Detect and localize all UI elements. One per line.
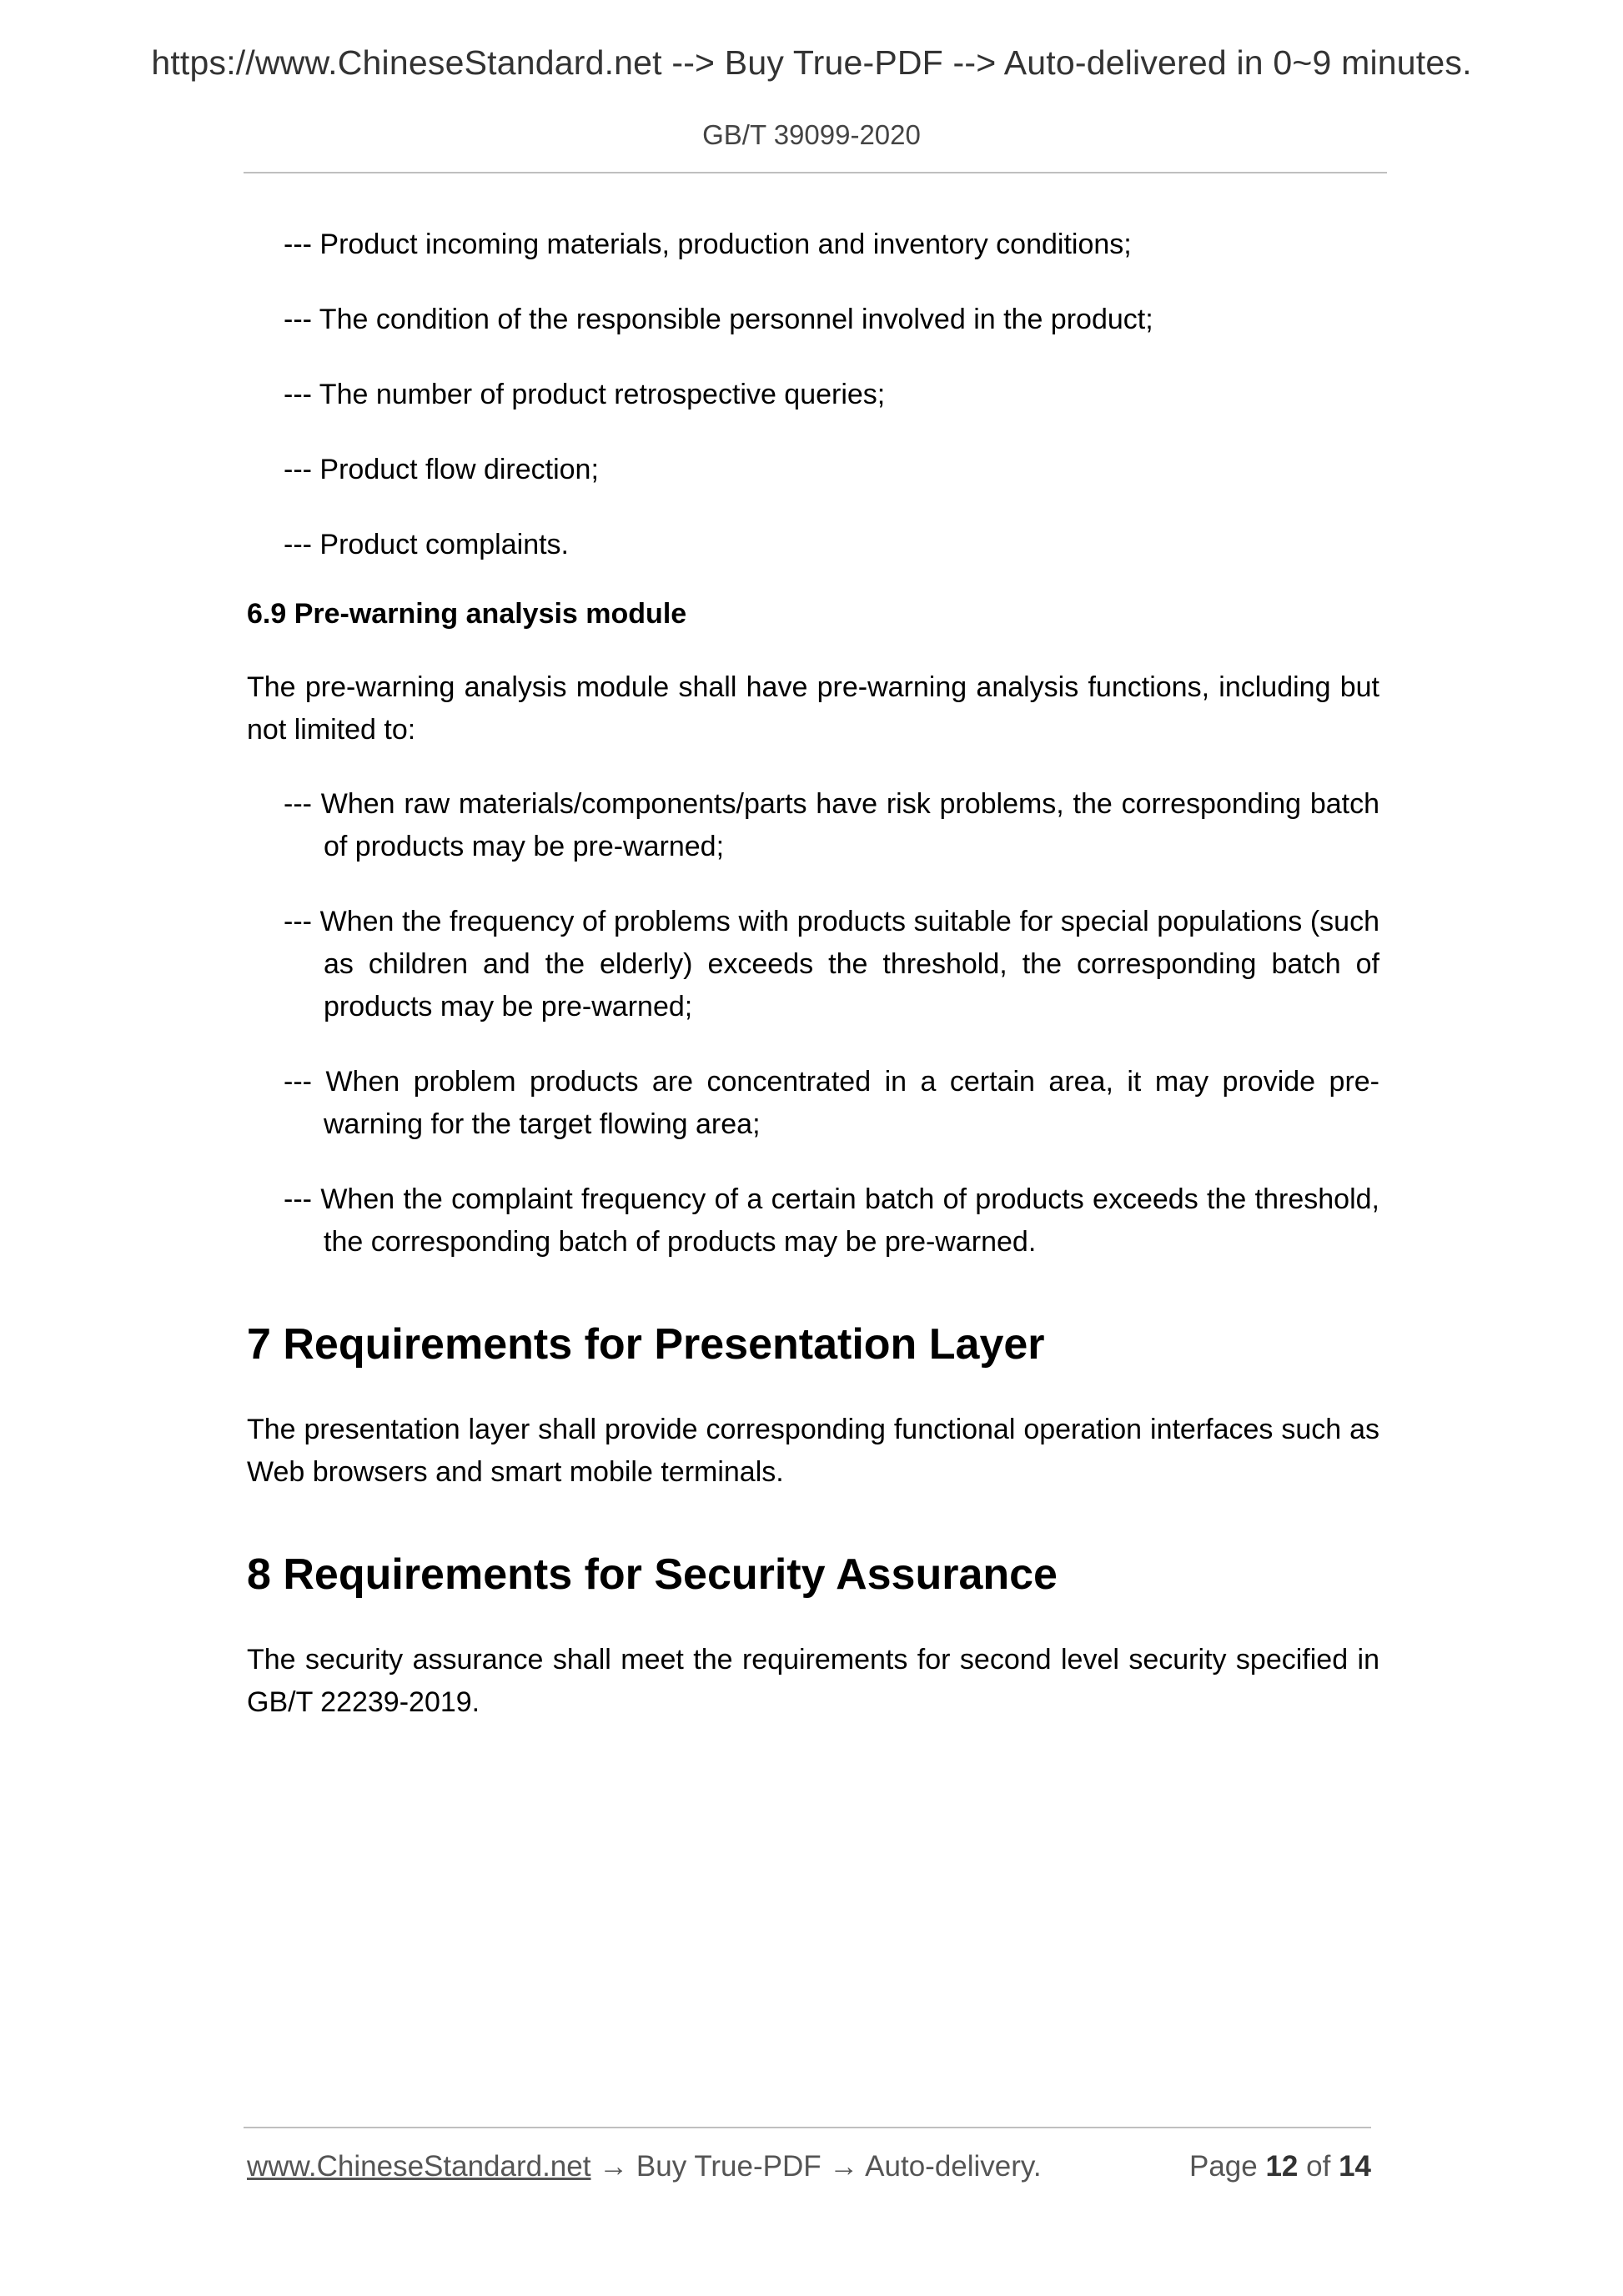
list-item: --- When the complaint frequency of a certain batch of products exceeds the threshold, the corresponding batch of products may be pre-warned. [284, 1183, 1379, 1258]
list-item: --- The condition of the responsible personnel involved in the product; [284, 304, 1153, 335]
list-item: --- When the frequency of problems with products suitable for special populations (such as children and the elderly) exceeds the threshold, the corresponding batch of products may be pre-warned; [284, 906, 1379, 1022]
section-7-text: The presentation layer shall provide corresponding functional operation interfaces such as Web browsers and smart mobile terminals. [247, 1414, 1379, 1488]
list-item: --- Product incoming materials, production and inventory conditions; [284, 229, 1132, 260]
footer-left [247, 2150, 1042, 2183]
top-banner: https://www.ChineseStandard.net --> Buy True-PDF --> Auto-delivered in 0~9 minutes. [151, 43, 1472, 82]
section-6-9-intro: The pre-warning analysis module shall have pre-warning analysis functions, including but not limited to: [247, 671, 1379, 746]
of-label: of [1306, 2150, 1331, 2183]
page-indicator [1189, 2150, 1371, 2183]
footer-tagline: → Buy True-PDF → Auto-delivery. [590, 2150, 1042, 2183]
list-item: --- The number of product retrospective queries; [284, 379, 886, 410]
page-total: 14 [1339, 2150, 1371, 2183]
document-body [247, 224, 1379, 1756]
footer-divider [244, 2127, 1371, 2128]
list-item: --- When problem products are concentrated in a certain area, it may provide pre-warning for the target flowing area; [284, 1066, 1379, 1140]
list-item: --- Product flow direction; [284, 454, 599, 485]
section-8-text: The security assurance shall meet the requirements for second level security specified in GB/T 22239-2019. [247, 1644, 1379, 1718]
header-divider [244, 172, 1387, 173]
website-link[interactable]: www.ChineseStandard.net [247, 2150, 591, 2183]
page-current: 12 [1265, 2150, 1299, 2183]
list-item: --- Product complaints. [284, 529, 569, 560]
page-label: Page [1188, 2150, 1258, 2183]
standard-code: GB/T 39099-2020 [702, 119, 921, 150]
section-7-heading: 7 Requirements for Presentation Layer [247, 1320, 1045, 1369]
list-item: --- When raw materials/components/parts have risk problems, the corresponding batch of products may be pre-warned; [284, 788, 1379, 862]
section-8-heading: 8 Requirements for Security Assurance [247, 1550, 1058, 1599]
section-6-9-heading: 6.9 Pre-warning analysis module [247, 598, 687, 630]
